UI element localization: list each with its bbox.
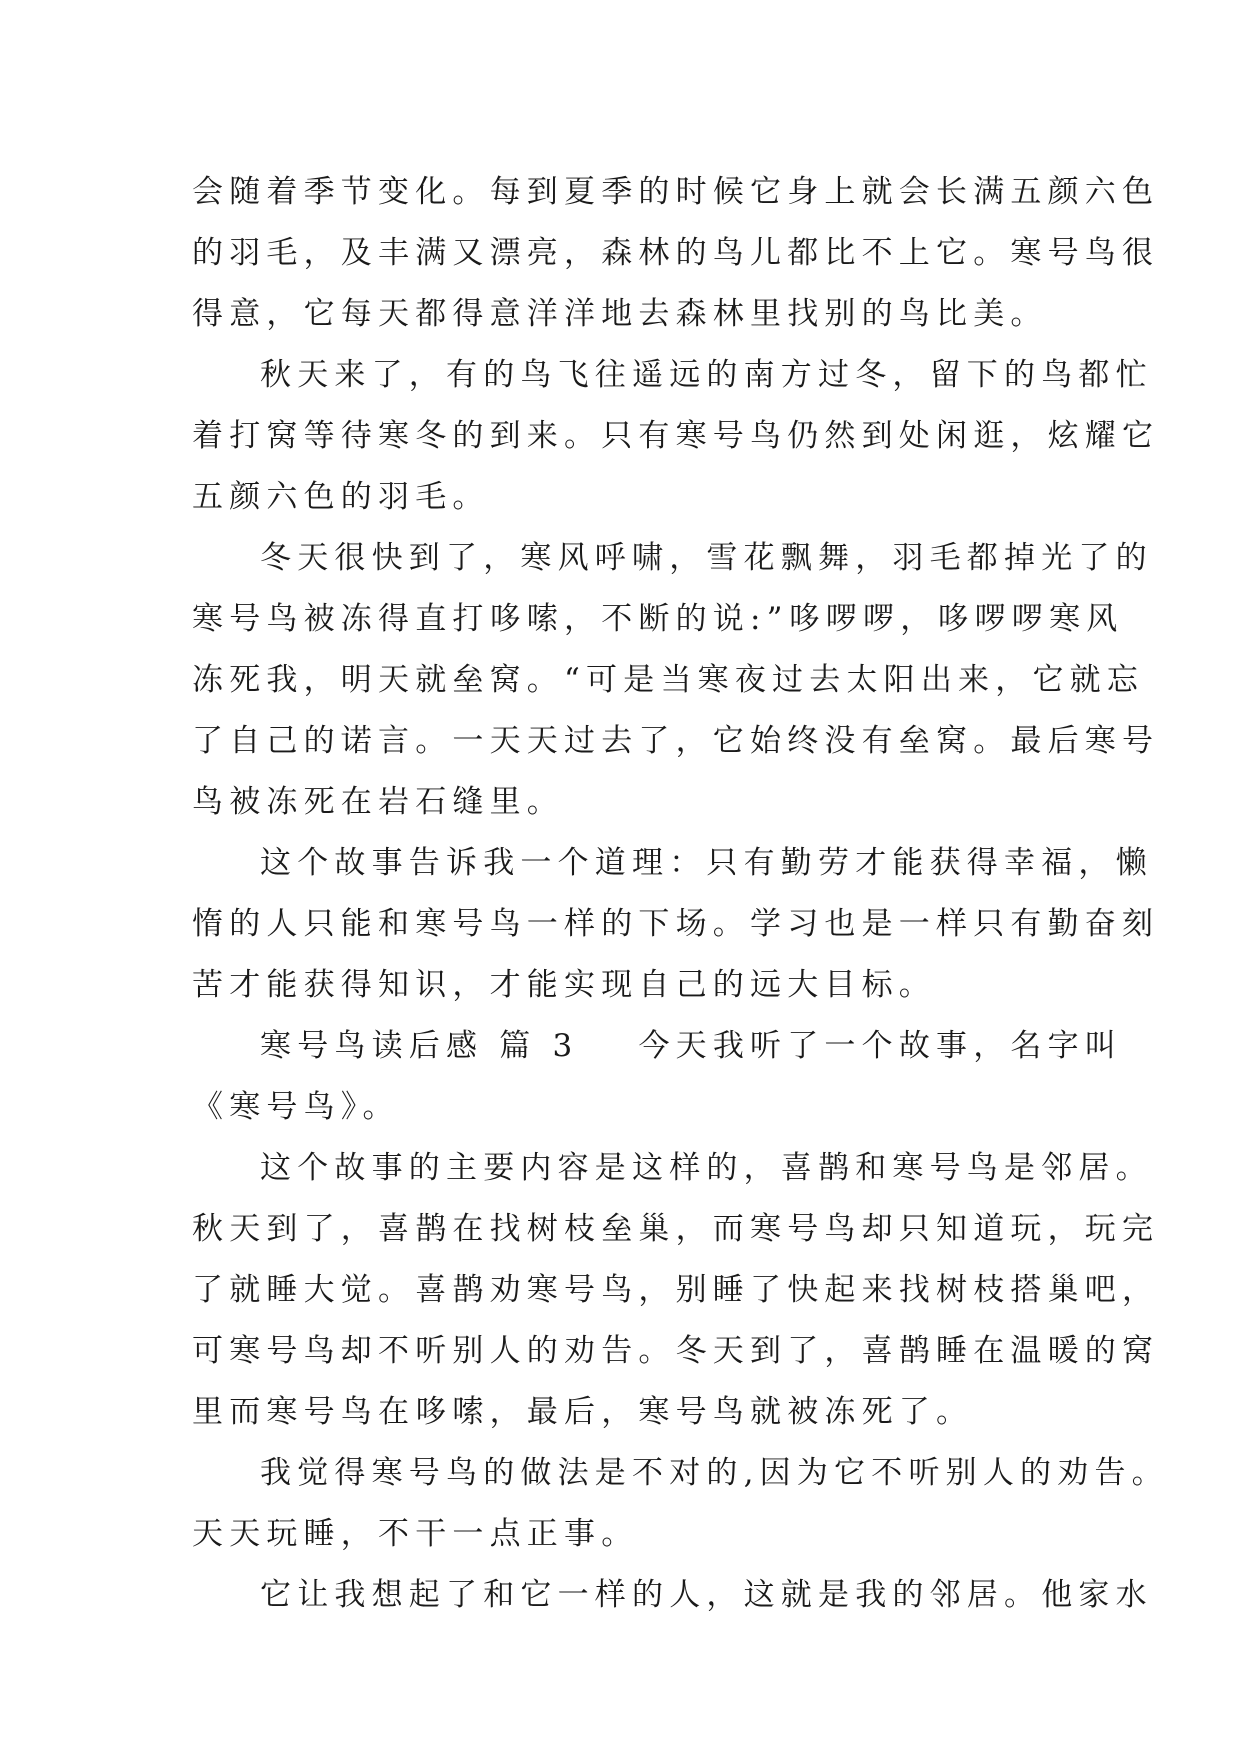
text-line: 的羽毛，及丰满又漂亮，森林的鸟儿都比不上它。寒号鸟很 — [192, 235, 1160, 271]
text-line: 我觉得寒号鸟的做法是不对的,因为它不听别人的劝告。 — [260, 1455, 1169, 1491]
text-line: 寒号鸟被冻得直打哆嗦，不断的说:”哆啰啰，哆啰啰寒风 — [192, 601, 1124, 637]
text-line: 苦才能获得知识，才能实现自己的远大目标。 — [192, 967, 936, 1003]
text-line: 可寒号鸟却不听别人的劝告。冬天到了，喜鹊睡在温暖的窝 — [192, 1333, 1160, 1369]
text-line: 了自己的诺言。一天天过去了，它始终没有垒窝。最后寒号 — [192, 723, 1160, 759]
text-line: 《寒号鸟》。 — [192, 1089, 400, 1125]
document-body — [192, 162, 1169, 1626]
text-line: 鸟被冻死在岩石缝里。 — [192, 784, 564, 820]
text-line: 冬天很快到了，寒风呼啸，雪花飘舞，羽毛都掉光了的 — [260, 540, 1153, 576]
text-line: 着打窝等待寒冬的到来。只有寒号鸟仍然到处闲逛，炫耀它 — [192, 418, 1160, 454]
text-line: 五颜六色的羽毛。 — [192, 479, 490, 515]
text-line: 了就睡大觉。喜鹊劝寒号鸟，别睡了快起来找树枝搭巢吧， — [192, 1272, 1160, 1308]
text-line: 冻死我，明天就垒窝。“可是当寒夜过去太阳出来，它就忘 — [192, 662, 1145, 698]
text-line: 里而寒号鸟在哆嗦，最后，寒号鸟就被冻死了。 — [192, 1394, 974, 1430]
text-line: 会随着季节变化。每到夏季的时候它身上就会长满五颜六色 — [192, 174, 1160, 210]
text-line: 得意，它每天都得意洋洋地去森林里找别的鸟比美。 — [192, 296, 1048, 332]
text-line: 秋天来了，有的鸟飞往遥远的南方过冬，留下的鸟都忙 — [260, 357, 1153, 393]
text-line-continuation: 今天我听了一个故事，名字叫 — [638, 1028, 1123, 1064]
text-line: 秋天到了，喜鹊在找树枝垒巢，而寒号鸟却只知道玩，玩完 — [192, 1211, 1160, 1247]
text-line: 天天玩睡，不干一点正事。 — [192, 1516, 639, 1552]
section-heading-line — [192, 1016, 1123, 1077]
text-line: 惰的人只能和寒号鸟一样的下场。学习也是一样只有勤奋刻 — [192, 906, 1160, 942]
text-line: 它让我想起了和它一样的人，这就是我的邻居。他家水 — [260, 1577, 1153, 1613]
text-line: 这个故事告诉我一个道理：只有勤劳才能获得幸福，懒 — [260, 845, 1153, 881]
section-heading: 寒号鸟读后感 篇 3 — [260, 1028, 579, 1064]
text-line: 这个故事的主要内容是这样的，喜鹊和寒号鸟是邻居。 — [260, 1150, 1153, 1186]
